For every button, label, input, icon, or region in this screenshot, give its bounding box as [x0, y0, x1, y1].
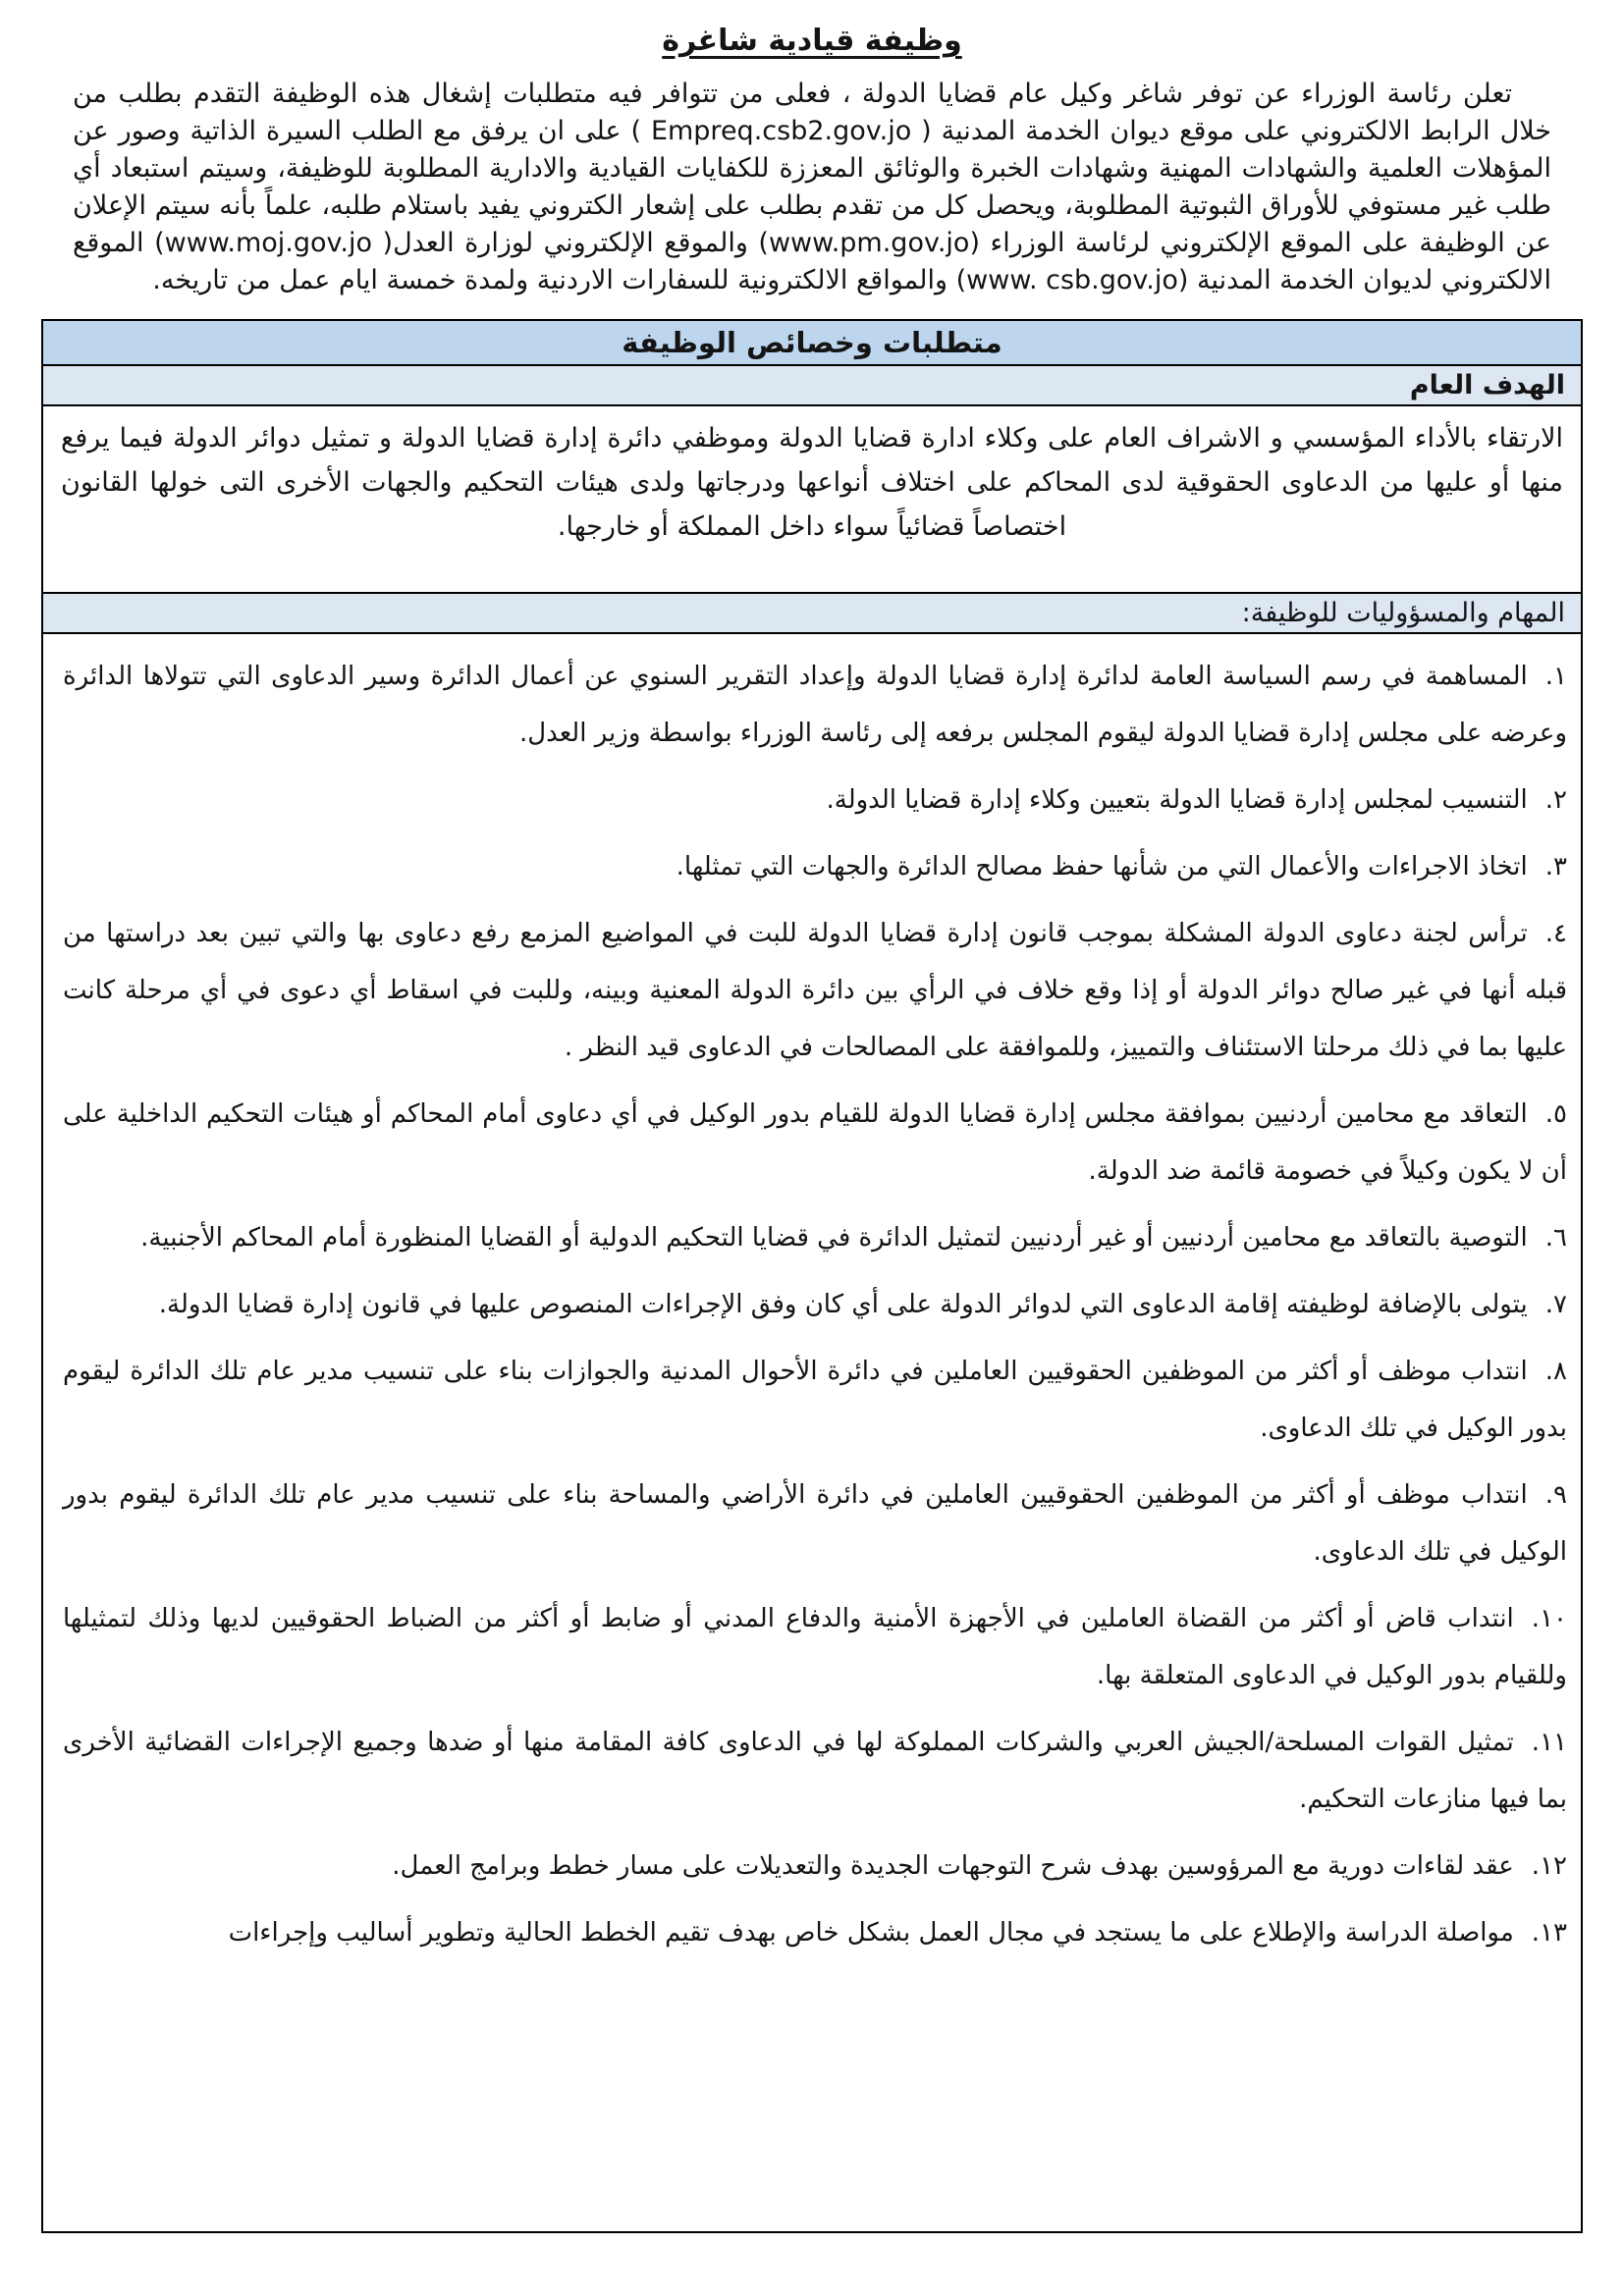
duty-text: يتولى بالإضافة لوظيفته إقامة الدعاوى التي لدوائر الدولة على أي كان وفق الإجراءات المنصوص عليها في قانون إدارة قضايا الدولة.	[158, 1290, 1528, 1319]
duty-text: ترأس لجنة دعاوى الدولة المشكلة بموجب قانون إدارة قضايا الدولة للبت في المواضيع المزمع رفع دعاوى بها والتي تبين بعد دراستها من قبله أنها في غير صالح دوائر الدولة أو إذا وقع خلاف في الرأي بين دائرة الدولة المعنية وبينه، وللبت في اسقاط أي دعوى في أي مرحلة كانت عليها بما في ذلك مرحلتا الاستئناف والتمييز، وللموافقة على المصالحات في الدعاوى قيد النظر .	[63, 919, 1567, 1062]
duty-item-5	[63, 1086, 1567, 1200]
requirements-table	[41, 319, 1583, 2233]
duty-item-9	[63, 1467, 1567, 1580]
duty-item-7	[63, 1276, 1567, 1333]
duty-item-8	[63, 1343, 1567, 1457]
duty-item-6	[63, 1209, 1567, 1266]
duty-number: ١٢.	[1531, 1851, 1567, 1881]
duty-item-11	[63, 1714, 1567, 1828]
duties-label: المهام والمسؤوليات للوظيفة:	[42, 593, 1582, 633]
duty-number: ٨.	[1544, 1357, 1567, 1386]
duty-item-2	[63, 772, 1567, 828]
duty-number: ٣.	[1544, 852, 1567, 881]
duty-number: ٧.	[1544, 1290, 1567, 1319]
table-header: متطلبات وخصائص الوظيفة	[42, 320, 1582, 365]
table-header-row	[42, 320, 1582, 365]
general-objective-label-row	[42, 365, 1582, 405]
duty-item-1	[63, 648, 1567, 762]
duty-text: التوصية بالتعاقد مع محامين أردنيين أو غير أردنيين لتمثيل الدائرة في قضايا التحكيم الدولية أو القضايا المنظورة أمام المحاكم الأجنبية.	[140, 1223, 1528, 1253]
duty-text: التعاقد مع محامين أردنيين بموافقة مجلس إدارة قضايا الدولة للقيام بدور الوكيل في أي دعاوى أمام المحاكم أو هيئات التحكيم الداخلية على أن لا يكون وكيلاً في خصومة قائمة ضد الدولة.	[63, 1099, 1567, 1186]
duties-label-row	[42, 593, 1582, 633]
duties-row	[42, 633, 1582, 2232]
duty-text: التنسيب لمجلس إدارة قضايا الدولة بتعيين وكلاء إدارة قضايا الدولة.	[826, 785, 1528, 815]
duty-text: مواصلة الدراسة والإطلاع على ما يستجد في مجال العمل بشكل خاص بهدف تقيم الخطط الحالية وتطوير أساليب وإجراءات	[228, 1918, 1514, 1948]
duty-number: ٢.	[1544, 785, 1567, 815]
duty-item-12	[63, 1838, 1567, 1895]
duty-text: تمثيل القوات المسلحة/الجيش العربي والشركات المملوكة لها في الدعاوى كافة المقامة منها أو ضدها وجميع الإجراءات القضائية الأخرى بما فيها منازعات التحكيم.	[63, 1728, 1567, 1814]
duty-item-4	[63, 905, 1567, 1076]
duty-number: ١١.	[1531, 1728, 1567, 1757]
duty-text: اتخاذ الاجراءات والأعمال التي من شأنها حفظ مصالح الدائرة والجهات التي تمثلها.	[676, 852, 1528, 881]
duty-number: ١.	[1544, 662, 1567, 691]
duty-item-3	[63, 838, 1567, 895]
duty-item-10	[63, 1590, 1567, 1704]
duty-number: ٩.	[1544, 1480, 1567, 1510]
document-title: وظيفة قيادية شاغرة	[662, 24, 962, 58]
duty-number: ٥.	[1544, 1099, 1567, 1129]
duty-text: عقد لقاءات دورية مع المرؤوسين بهدف شرح التوجهات الجديدة والتعديلات على مسار خطط وبرامج العمل.	[392, 1851, 1514, 1881]
general-objective-text: الارتقاء بالأداء المؤسسي و الاشراف العام على وكلاء ادارة قضايا الدولة وموظفي دائرة إدارة قضايا الدولة و تمثيل دوائر الدولة فيما يرفع منها أو عليها من الدعاوى الحقوقية لدى المحاكم على اختلاف أنواعها ودرجاتها ولدى هيئات التحكيم والجهات الأخرى التى خولها القانون اختصاصاً قضائياً سواء داخل المملكة أو خارجها.	[42, 405, 1582, 593]
duty-number: ١٣.	[1531, 1918, 1567, 1948]
duty-number: ٦.	[1544, 1223, 1567, 1253]
duty-number: ٤.	[1544, 919, 1567, 948]
duty-text: المساهمة في رسم السياسة العامة لدائرة إدارة قضايا الدولة وإعداد التقرير السنوي عن أعمال الدائرة وسير الدعاوى التي تتولاها الدائرة وعرضه على مجلس إدارة قضايا الدولة ليقوم المجلس برفعه إلى رئاسة الوزراء بواسطة وزير العدل.	[63, 662, 1567, 748]
duty-item-13	[63, 1904, 1567, 1961]
duties-list	[42, 633, 1582, 2232]
duty-number: ١٠.	[1531, 1604, 1567, 1633]
duty-text: انتداب موظف أو أكثر من الموظفين الحقوقيين العاملين في دائرة الأراضي والمساحة بناء على تنسيب مدير عام تلك الدائرة ليقوم بدور الوكيل في تلك الدعاوى.	[63, 1480, 1567, 1567]
duty-text: انتداب قاض أو أكثر من القضاة العاملين في الأجهزة الأمنية والدفاع المدني أو ضابط أو أكثر من الضباط الحقوقيين لديها وذلك لتمثيلها وللقيام بدور الوكيل في الدعاوى المتعلقة بها.	[63, 1604, 1567, 1690]
general-objective-row	[42, 405, 1582, 593]
duty-text: انتداب موظف أو أكثر من الموظفين الحقوقيين العاملين في دائرة الأحوال المدنية والجوازات بناء على تنسيب مدير عام تلك الدائرة ليقوم بدور الوكيل في تلك الدعاوى.	[63, 1357, 1567, 1443]
intro-paragraph: تعلن رئاسة الوزراء عن توفر شاغر وكيل عام قضايا الدولة ، فعلى من تتوافر فيه متطلبات إشغال هذه الوظيفة التقدم بطلب من خلال الرابط الالكتروني على موقع ديوان الخدمة المدنية ( Empreq.csb2.gov.jo ) على ان يرفق مع الطلب السيرة الذاتية وصور عن المؤهلات العلمية والشهادات المهنية وشهادات الخبرة والوثائق المعززة للكفايات القيادية والادارية المطلوبة للوظيفة، وسيتم استبعاد أي طلب غير مستوفي للأوراق الثبوتية المطلوبة، ويحصل كل من تقدم بطلب على إشعار الكتروني يفيد باستلام طلبه، علماً بأنه سيتم الإعلان عن الوظيفة على الموقع الإلكتروني لرئاسة الوزراء (www.pm.gov.jo) والموقع الإلكتروني لوزارة العدل( www.moj.gov.jo) الموقع الالكتروني لديوان الخدمة المدنية (www. csb.gov.jo) والمواقع الالكترونية للسفارات الاردنية ولمدة خمسة ايام عمل من تاريخه.	[73, 79, 1551, 295]
general-objective-label: الهدف العام	[42, 365, 1582, 405]
